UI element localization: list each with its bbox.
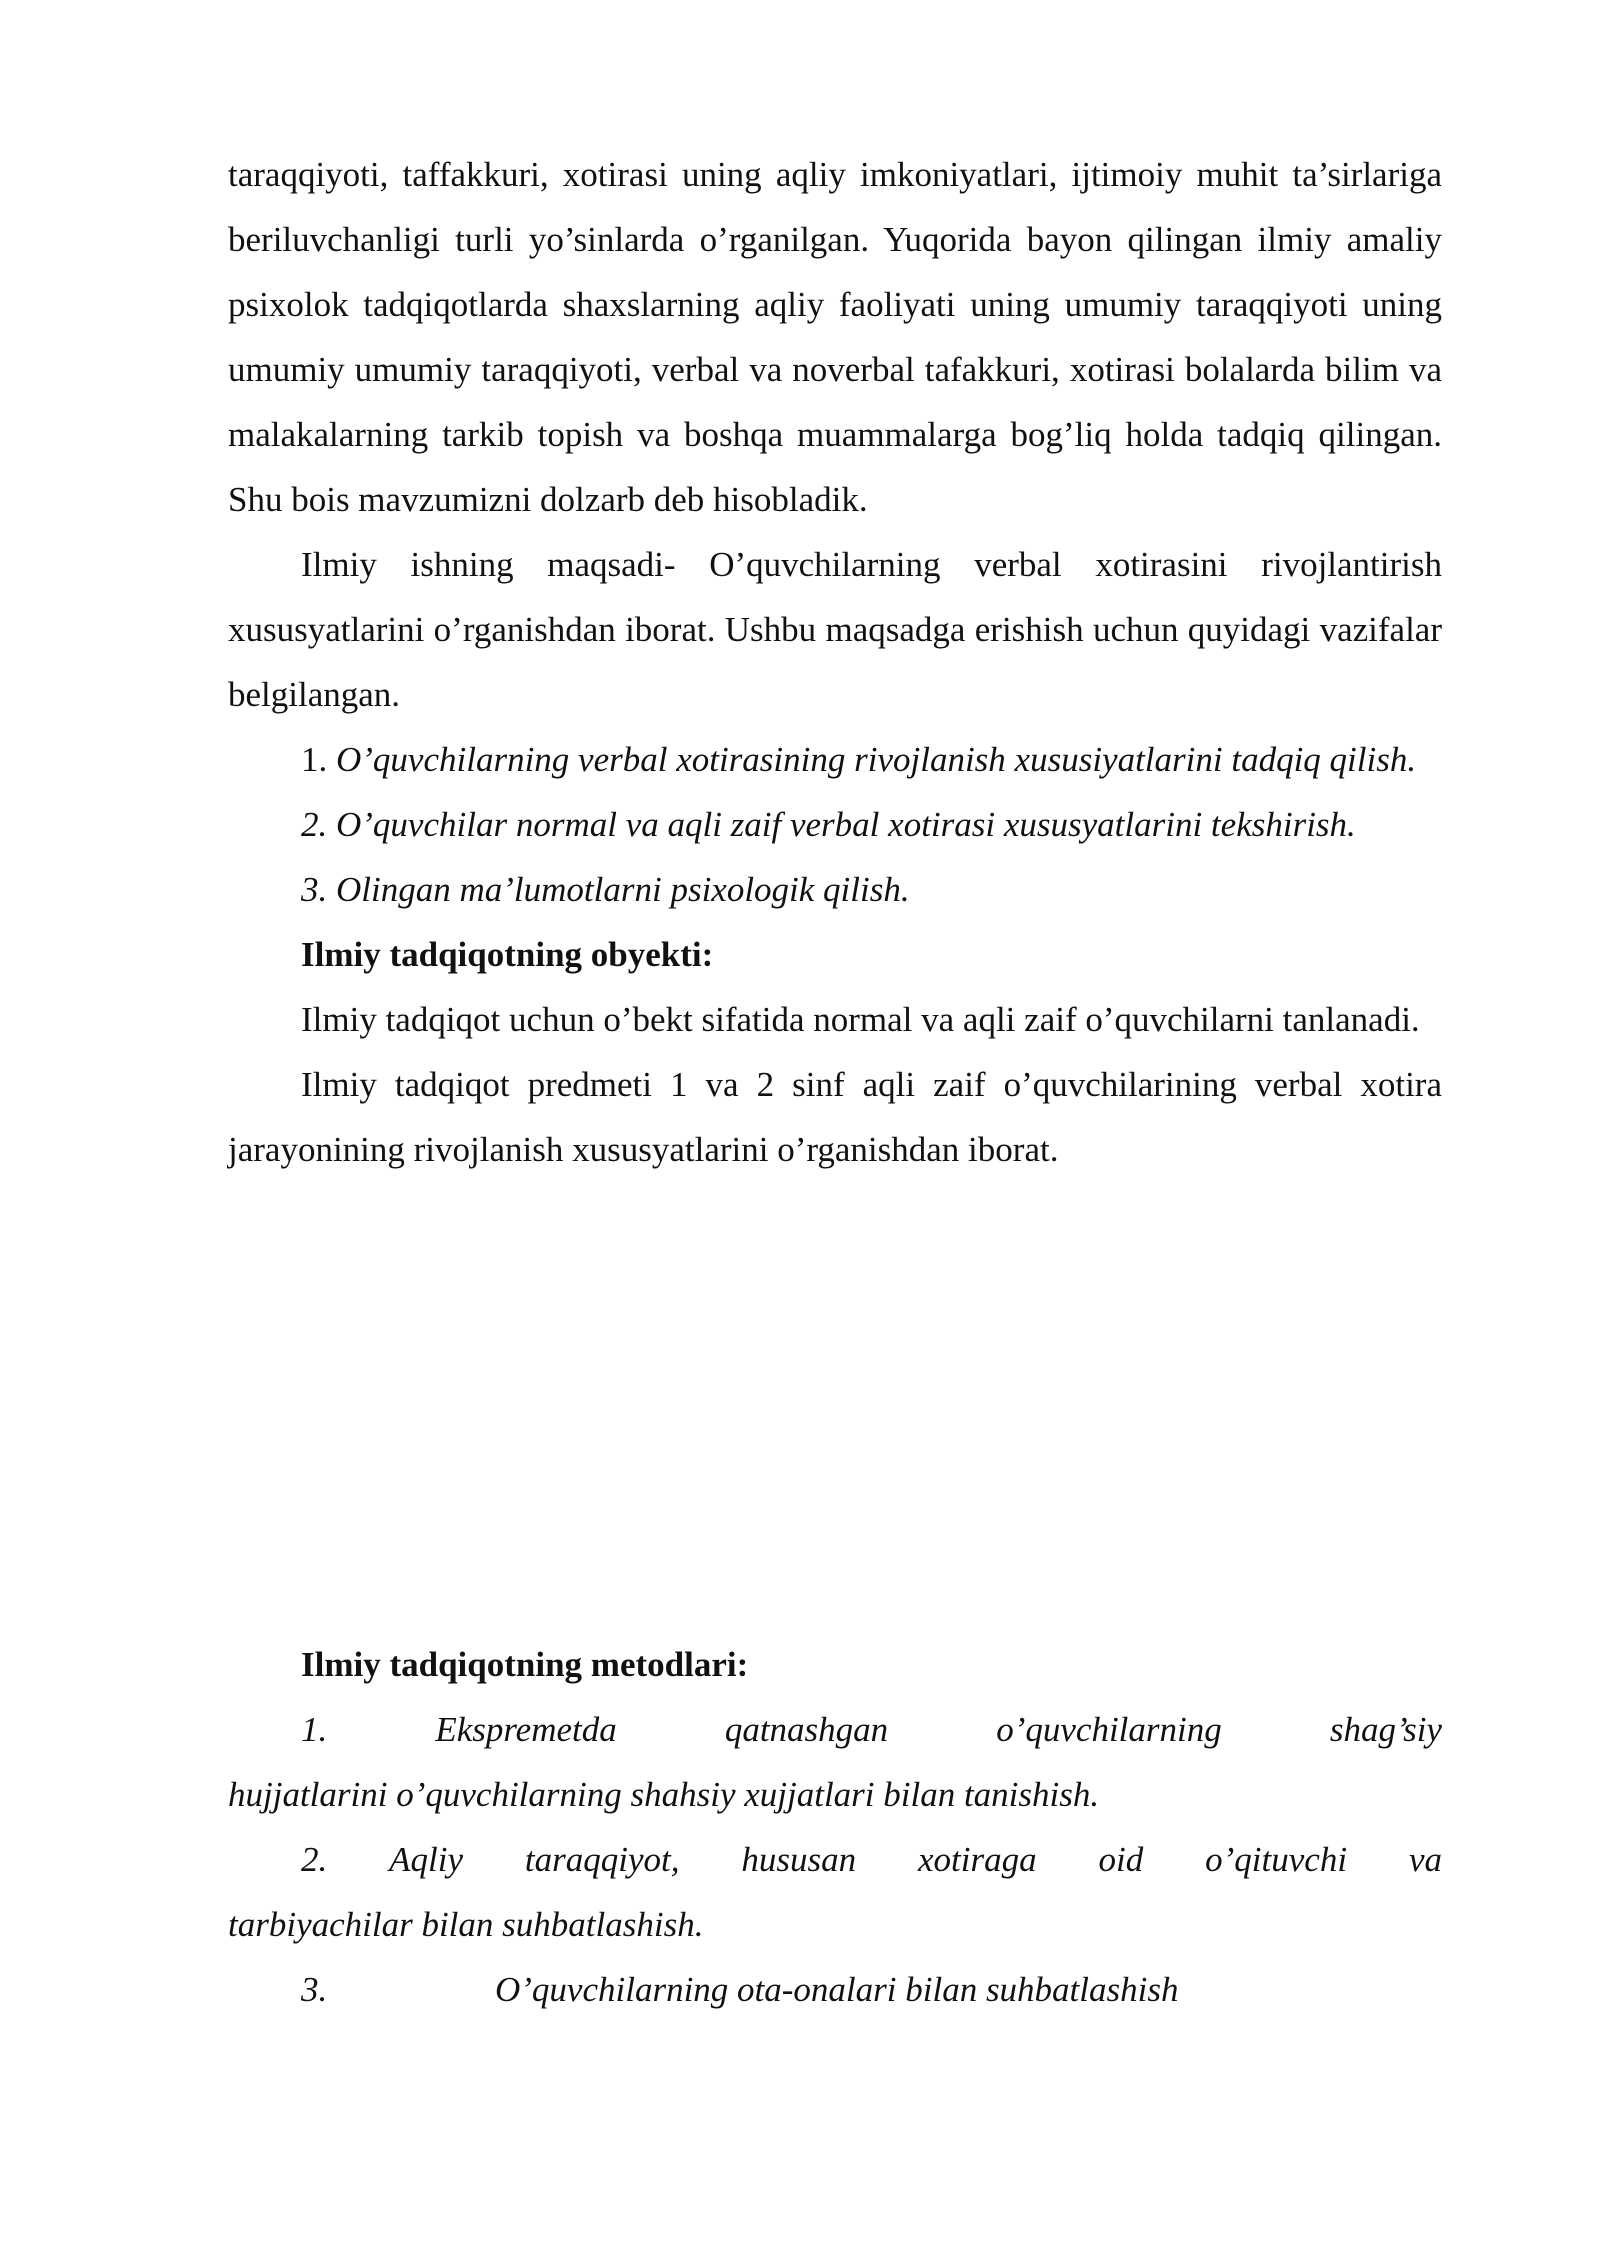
method-2-word: va <box>1408 1840 1442 1879</box>
method-2-word: xotiraga <box>918 1840 1037 1879</box>
method-2-number: 2. <box>301 1840 328 1879</box>
method-1-line <box>228 1697 1442 1762</box>
task-1-text: O’quvchilarning verbal xotirasining rivojlanish xususiyatlarini tadqiq qilish. <box>336 740 1417 779</box>
paragraph-object: Ilmiy tadqiqot uchun o’bekt sifatida normal va aqli zaif o’quvchilarni tanlanadi. <box>301 1000 1420 1039</box>
task-2: 2. O’quvchilar normal va aqli zaif verbal xotirasi xususyatlarini tekshirish. <box>301 805 1356 844</box>
method-1-word: qatnashgan <box>724 1710 889 1749</box>
method-1-continuation: hujjatlarini o’quvchilarning shahsiy xujjatlari bilan tanishish. <box>228 1775 1100 1814</box>
method-2-word: taraqqiyot, <box>524 1840 680 1879</box>
paragraph-goal: Ilmiy ishning maqsadi- O’quvchilarning verbal xotirasini rivojlantirish xususyatlarini o’rganishdan iborat. Ushbu maqsadga erishish uchun quyidagi vazifalar belgilangan. <box>228 545 1442 714</box>
paragraph-subject: Ilmiy tadqiqot predmeti 1 va 2 sinf aqli zaif o’quvchilarining verbal xotira jarayonining rivojlanish xususyatlarini o’rganishdan iborat. <box>228 1065 1442 1169</box>
method-2-word: o’qituvchi <box>1205 1840 1348 1879</box>
method-2-word: Aqliy <box>389 1840 464 1879</box>
methods-heading: Ilmiy tadqiqotning metodlari: <box>301 1645 749 1684</box>
method-1-word: o’quvchilarning <box>996 1710 1222 1749</box>
method-1-number: 1. <box>301 1710 328 1749</box>
task-3: 3. Olingan ma’lumotlarni psixologik qilish. <box>301 870 910 909</box>
method-2-word: hususan <box>741 1840 857 1879</box>
document-body-top <box>228 142 1442 1182</box>
document-body-methods <box>228 1632 1442 2022</box>
method-3-text: O’quvchilarning ota-onalari bilan suhbatlashish <box>495 1970 1179 2009</box>
method-2-word: oid <box>1098 1840 1144 1879</box>
object-heading: Ilmiy tadqiqotning obyekti: <box>301 935 714 974</box>
method-3-number: 3. <box>301 1970 328 2009</box>
method-2-line <box>228 1827 1442 1892</box>
task-1 <box>228 727 1442 792</box>
paragraph-intro: taraqqiyoti, taffakkuri, xotirasi uning aqliy imkoniyatlari, ijtimoiy muhit ta’sirlariga beriluvchanligi turli yo’sinlarda o’rganilgan. Yuqorida bayon qilingan ilmiy amaliy psixolok tadqiqotlarda shaxslarning aqliy faoliyati uning umumiy taraqqiyoti uning umumiy umumiy taraqqiyoti, verbal va noverbal tafakkuri, xotirasi bolalarda bilim va malakalarning tarkib topish va boshqa muammalarga bog’liq holda tadqiq qilingan. Shu bois mavzumizni dolzarb deb hisobladik. <box>228 155 1442 519</box>
method-2-continuation: tarbiyachilar bilan suhbatlashish. <box>228 1905 704 1944</box>
method-1-word: shag’siy <box>1329 1710 1442 1749</box>
task-1-number: 1. <box>301 740 328 779</box>
method-3-line <box>228 1957 1442 2022</box>
method-1-word: Ekspremetda <box>435 1710 617 1749</box>
